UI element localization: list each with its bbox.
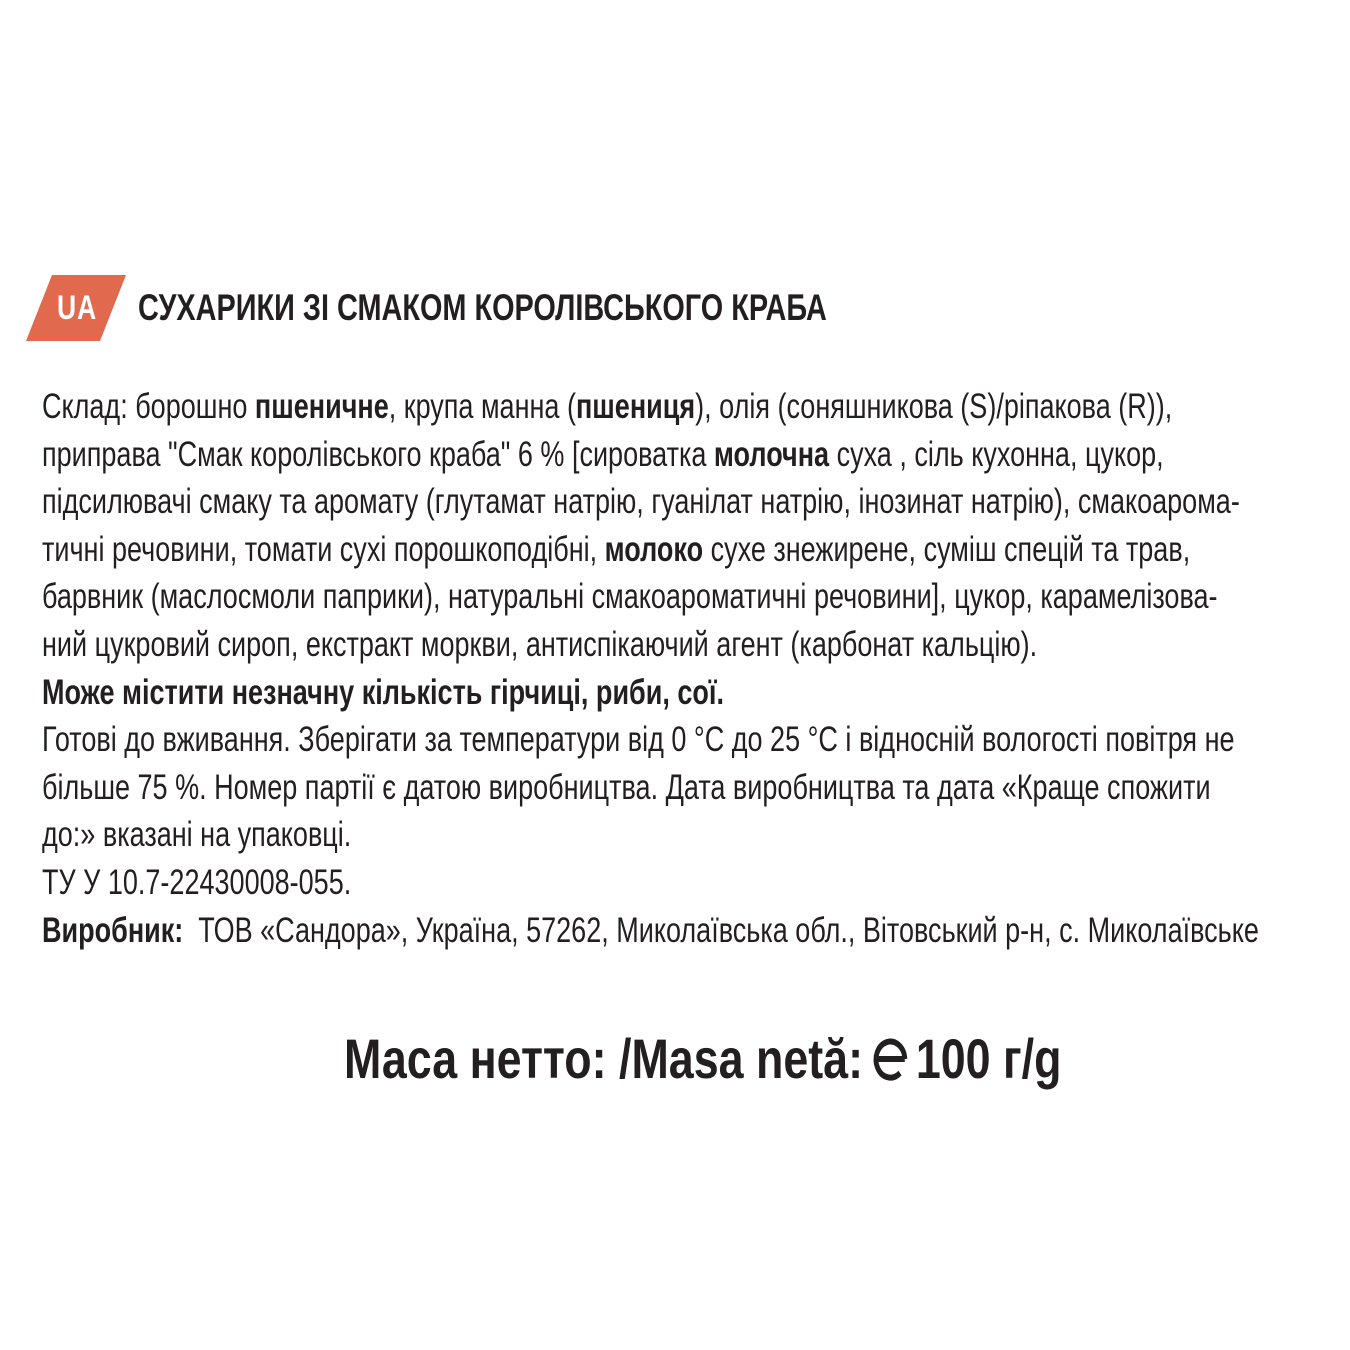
composition-line-3: підсилювачі смаку та аромату (глутамат натрію, гуанілат натрію, інозинат натрію), смакоарома- (42, 482, 1240, 522)
storage-line-3: до:» вказані на упаковці. (42, 815, 352, 855)
composition-text: суха , сіль кухонна, цукор, (829, 434, 1164, 474)
composition-text: тичні речовини, томати сухі порошкоподібні, (42, 529, 605, 569)
net-weight-inner (344, 1024, 1061, 1094)
composition-line-6: ний цукровий сироп, екстракт моркви, антиспікаючий агент (карбонат кальцію). (42, 624, 1038, 664)
estimated-e-mark-icon (871, 1035, 909, 1083)
composition-text: Склад: борошно (42, 387, 255, 426)
composition-line-5: барвник (маслосмоли паприки), натуральні смакоароматичні речовини], цукор, карамелізова- (42, 577, 1218, 617)
standard-code: ТУ У 10.7-22430008-055. (42, 862, 352, 902)
allergen-warning: Може містити незначну кількість гірчиці, риби, сої. (42, 672, 725, 712)
storage-line-2: більше 75 %. Номер партії є датою виробництва. Дата виробництва та дата «Краще спожити (42, 767, 1211, 807)
manufacturer-label: Виробник: (42, 910, 184, 950)
allergen-highlight: пшеничне (254, 387, 389, 426)
net-weight (344, 1024, 1241, 1094)
composition-text: ), олія (соняшникова (S)/ріпакова (R)), (695, 387, 1173, 426)
storage-line-1: Готові до вживання. Зберігати за температури від 0 °С до 25 °С і відносній вологості повітря не (42, 720, 1235, 760)
allergen-highlight: молочна (713, 434, 830, 474)
allergen-highlight: пшениця (575, 387, 696, 426)
composition-line-1 (42, 383, 1316, 431)
composition-line-4 (42, 526, 1316, 574)
manufacturer-value: ТОВ «Сандора», Україна, 57262, Миколаївська обл., Вітовський р-н, с. Миколаївське (183, 910, 1259, 950)
manufacturer-line (42, 907, 1316, 955)
composition-line-2 (42, 431, 1316, 479)
language-badge (26, 275, 126, 341)
product-title: СУХАРИКИ ЗІ СМАКОМ КОРОЛІВСЬКОГО КРАБА (138, 287, 827, 328)
net-weight-value: 100 г/g (915, 1027, 1062, 1090)
allergen-highlight: молоко (604, 529, 704, 569)
composition-text: сухе знежирене, суміш спецій та трав, (703, 529, 1191, 569)
product-header (26, 274, 1021, 342)
composition-text: , крупа манна ( (388, 387, 576, 426)
composition-text: приправа "Смак королівського краба" 6 % [сироватка (42, 434, 714, 474)
label-text-block (42, 383, 1316, 954)
net-weight-label: Маса нетто: /Masa netă: (344, 1027, 864, 1090)
language-code: UA (57, 289, 97, 327)
